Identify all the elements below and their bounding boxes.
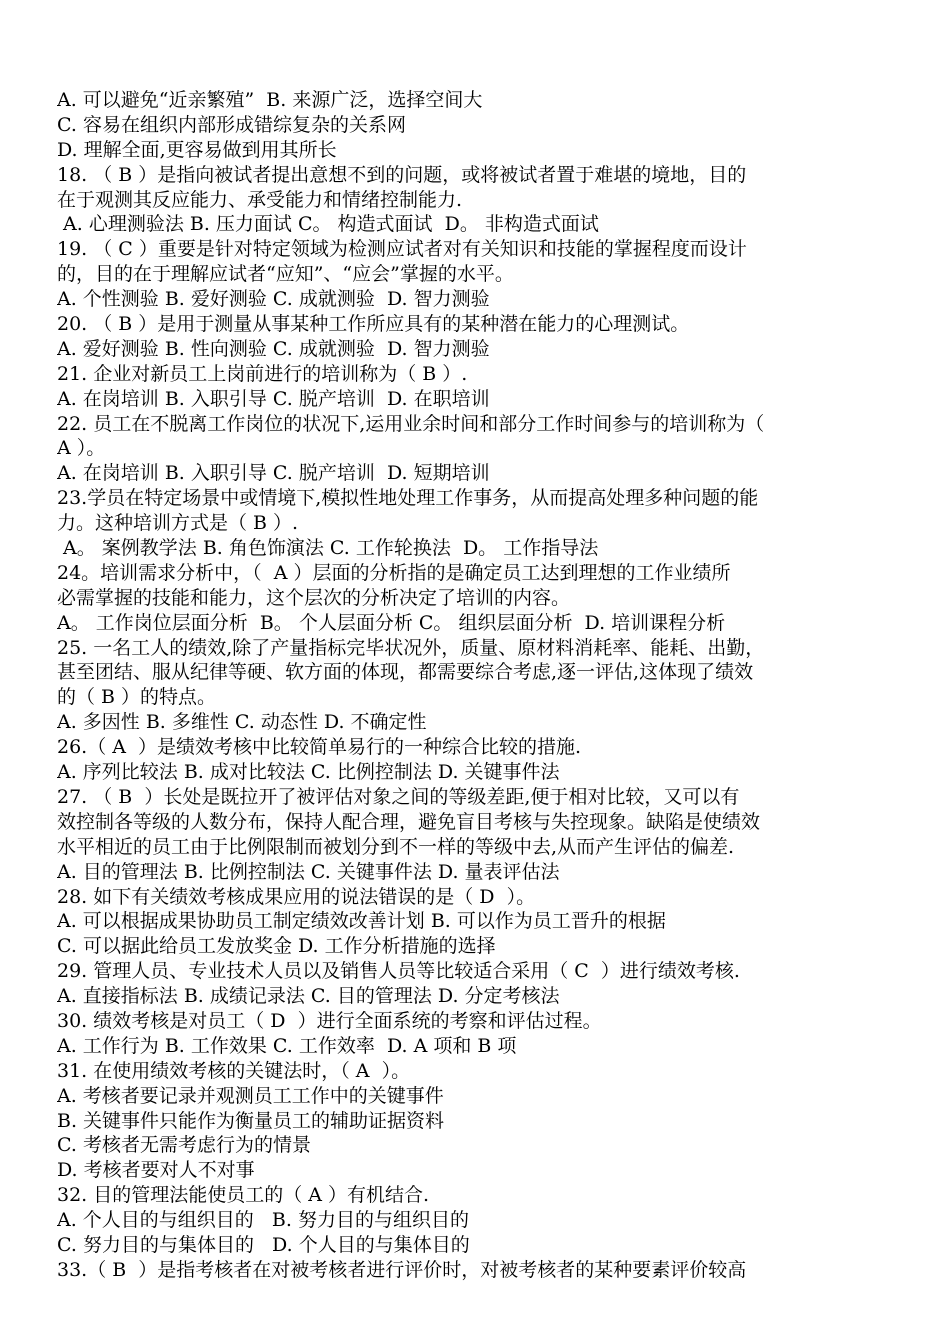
text-line: A. 个人目的与组织目的 B. 努力目的与组织目的 [57, 1209, 469, 1232]
text-line: 18. （ B ）是指向被试者提出意想不到的问题，或将被试者置于难堪的境地，目的 [57, 163, 747, 186]
text-line: 28. 如下有关绩效考核成果应用的说法错误的是（ D ）。 [57, 885, 536, 908]
text-line: A. 可以避免“近亲繁殖” B. 来源广泛，选择空间大 [57, 89, 483, 111]
text-line: 的（ B ）的特点。 [57, 686, 217, 709]
text-line: 19. （ C ）重要是针对特定领域为检测应试者对有关知识和技能的掌握程度而设计 [57, 238, 747, 261]
text-line: A. 考核者要记录并观测员工工作中的关键事件 [57, 1084, 444, 1107]
text-line: D. 理解全面,更容易做到用其所长 [57, 138, 337, 161]
text-line: B. 关键事件只能作为衡量员工的辅助证据资料 [57, 1109, 445, 1132]
text-line: 31. 在使用绩效考核的关键法时，（ A ）。 [57, 1059, 411, 1082]
text-line: 力。这种培训方式是（ B ）. [57, 512, 299, 535]
text-line: A。 工作岗位层面分析 B。 个人层面分析 C。 组织层面分析 D. 培训课程分析 [57, 611, 726, 634]
text-line: D. 考核者要对人不对事 [57, 1159, 255, 1182]
text-line: 甚至团结、服从纪律等硬、软方面的体现，都需要综合考虑,逐一评估,这体现了绩效 [57, 661, 754, 684]
text-line: C. 容易在组织内部形成错综复杂的关系网 [57, 113, 406, 136]
text-line: A. 爱好测验 B. 性向测验 C. 成就测验 D. 智力测验 [57, 337, 490, 360]
text-line: 在于观测其反应能力、承受能力和情绪控制能力. [57, 188, 463, 211]
text-line: A. 在岗培训 B. 入职引导 C. 脱产培训 D. 短期培训 [57, 462, 490, 485]
text-line: 效控制各等级的人数分布，保持人配合理，避免盲目考核与失控现象。缺陷是使绩效 [57, 810, 761, 833]
text-line: 30. 绩效考核是对员工（ D ）进行全面系统的考察和评估过程。 [57, 1009, 602, 1032]
text-line: 25. 一名工人的绩效,除了产量指标完毕状况外，质量、原材料消耗率、能耗、出勤， [57, 636, 765, 659]
text-line: 水平相近的员工由于比例限制而被划分到不一样的等级中去,从而产生评估的偏差. [57, 835, 735, 858]
text-line: 27. （ B ）长处是既拉开了被评估对象之间的等级差距,便于相对比较，又可以有 [57, 785, 740, 808]
text-line: 32. 目的管理法能使员工的（ A ）有机结合. [57, 1184, 430, 1207]
text-line: A. 可以根据成果协助员工制定绩效改善计划 B. 可以作为员工晋升的根据 [57, 910, 666, 933]
text-line: 33.（ B ）是指考核者在对被考核者进行评价时，对被考核者的某种要素评价较高 [57, 1258, 747, 1281]
text-line: A. 序列比较法 B. 成对比较法 C. 比例控制法 D. 关键事件法 [57, 761, 560, 784]
text-line: C. 考核者无需考虑行为的情景 [57, 1134, 311, 1157]
text-line: 26.（ A ）是绩效考核中比较简单易行的一种综合比较的措施. [57, 736, 582, 759]
document-body [57, 88, 897, 1283]
text-line: A. 直接指标法 B. 成绩记录法 C. 目的管理法 D. 分定考核法 [57, 985, 560, 1008]
text-line: A. 心理测验法 B. 压力面试 C。 构造式面试 D。 非构造式面试 [57, 213, 599, 236]
text-line: 23.学员在特定场景中或情境下,模拟性地处理工作事务，从而提高处理多种问题的能 [57, 487, 759, 510]
text-line: A. 工作行为 B. 工作效果 C. 工作效率 D. A 项和 B 项 [57, 1034, 517, 1057]
text-line: A. 多因性 B. 多维性 C. 动态性 D. 不确定性 [57, 711, 427, 734]
text-line: C. 可以据此给员工发放奖金 D. 工作分析措施的选择 [57, 935, 496, 958]
text-line: 29. 管理人员、专业技术人员以及销售人员等比较适合采用（ C ）进行绩效考核. [57, 960, 740, 983]
text-line: 24。培训需求分析中，（ A ）层面的分析指的是确定员工达到理想的工作业绩所 [57, 561, 731, 584]
text-line: A. 目的管理法 B. 比例控制法 C. 关键事件法 D. 量表评估法 [57, 860, 560, 883]
text-line: 必需掌握的技能和能力，这个层次的分析决定了培训的内容。 [57, 586, 571, 609]
text-line: A ）。 [57, 437, 106, 460]
text-line: 22. 员工在不脱离工作岗位的状况下,运用业余时间和部分工作时间参与的培训称为（ [57, 412, 765, 435]
text-line: 20. （ B ）是用于测量从事某种工作所应具有的某种潜在能力的心理测试。 [57, 313, 690, 336]
text-line: 21. 企业对新员工上岗前进行的培训称为（ B ）. [57, 362, 468, 385]
text-line: A. 在岗培训 B. 入职引导 C. 脱产培训 D. 在职培训 [57, 387, 490, 410]
text-line: A。 案例教学法 B. 角色饰演法 C. 工作轮换法 D。 工作指导法 [57, 537, 599, 560]
text-line: C. 努力目的与集体目的 D. 个人目的与集体目的 [57, 1233, 470, 1256]
text-line: A. 个性测验 B. 爱好测验 C. 成就测验 D. 智力测验 [57, 288, 490, 311]
text-line: 的，目的在于理解应试者“应知”、“应会”掌握的水平。 [57, 263, 514, 286]
